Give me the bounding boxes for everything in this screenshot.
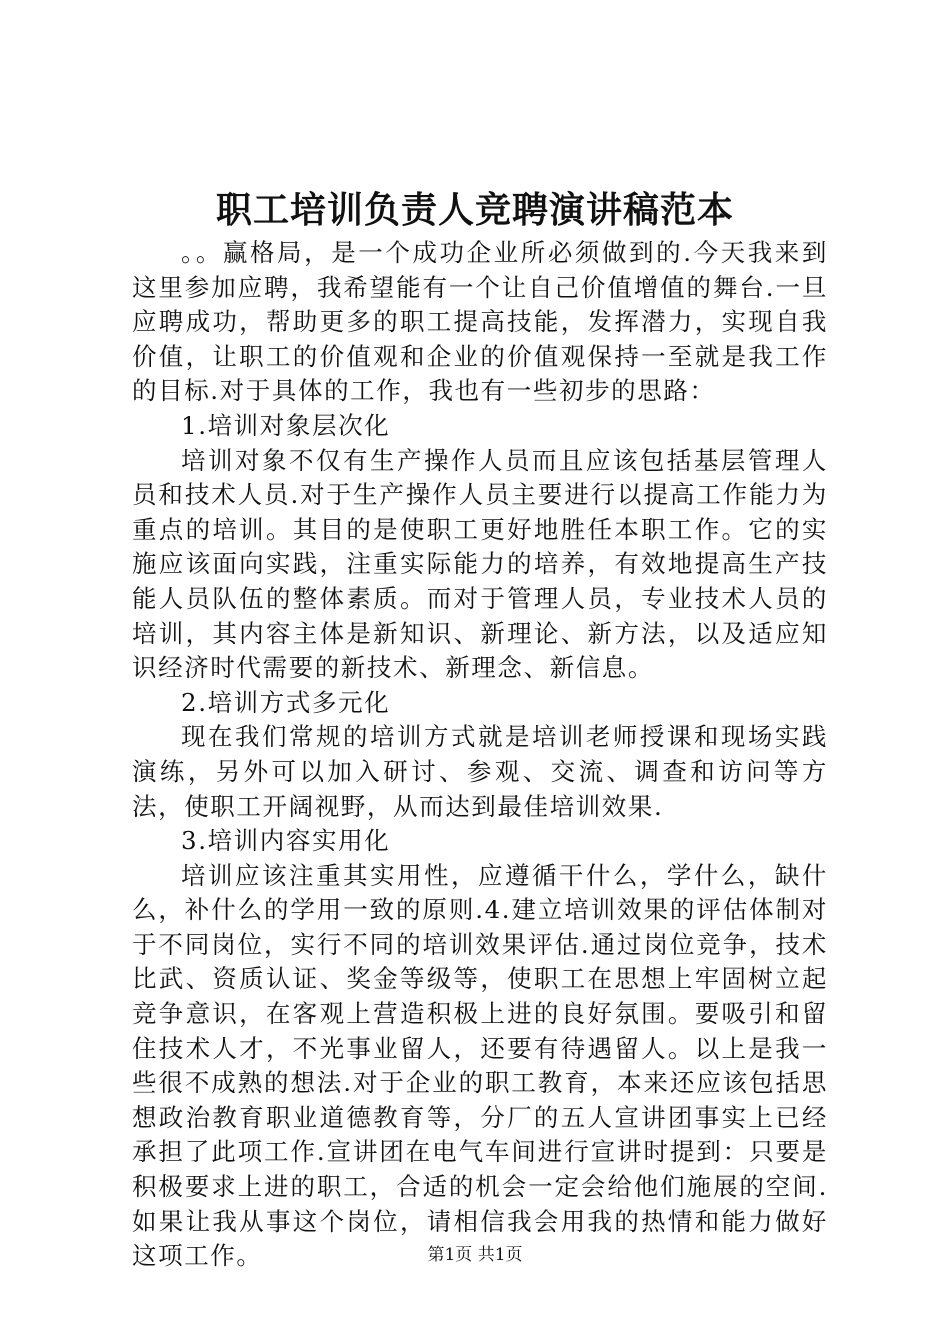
section-heading-2: 2.培训方式多元化 [181,687,391,717]
section-heading-3: 3.培训内容实用化 [181,826,391,856]
document-title: 职工培训负责人竞聘演讲稿范本 [215,189,734,231]
paragraph-section-3: 培训应该注重其实用性，应遵循干什么，学什么，缺什么，补什么的学用一致的原则.4.建立培训效果的评估体制对于不同岗位，实行不同的培训效果评估.通过岗位竞争，技术比武、资质认证、奖金等级等，使职工在思想上牢固树立起竞争意识，在客观上营造积极上进的良好氛围。要吸引和留住技术人才，不光事业留人，还要有待遇留人。以上是我一些很不成熟的想法.对于企业的职工教育，本来还应该包括思想政治教育职业道德教育等，分厂的五人宣讲团事实上已经承担了此项工作.宣讲团在电气车间进行宣讲时提到：只要是积极要求上进的职工，合适的机会一定会给他们施展的空间.如果让我从事这个岗位，请相信我会用我的热情和能力做好这项工作。 [132,860,828,1271]
document-body [132,236,828,1274]
section-heading-1: 1.培训对象层次化 [181,410,391,440]
page-footer: 第1页 共1页 [427,1245,523,1265]
paragraph-section-1: 培训对象不仅有生产操作人员而且应该包括基层管理人员和技术人员.对于生产操作人员主要进行以提高工作能力为重点的培训。其目的是使职工更好地胜任本职工作。它的实施应该面向实践，注重实际能力的培养，有效地提高生产技能人员队伍的整体素质。而对于管理人员，专业技术人员的培训，其内容主体是新知识、新理论、新方法，以及适应知识经济时代需要的新技术、新理念、新信息。 [132,445,828,683]
paragraph-intro: 。。赢格局，是一个成功企业所必须做到的.今天我来到这里参加应聘，我希望能有一个让自己价值增值的舞台.一旦应聘成功，帮助更多的职工提高技能，发挥潜力，实现自我价值，让职工的价值观和企业的价值观保持一至就是我工作的目标.对于具体的工作，我也有一些初步的思路： [132,238,828,406]
paragraph-section-2: 现在我们常规的培训方式就是培训老师授课和现场实践演练，另外可以加入研讨、参观、交流、调查和访问等方法，使职工开阔视野，从而达到最佳培训效果. [132,722,828,821]
